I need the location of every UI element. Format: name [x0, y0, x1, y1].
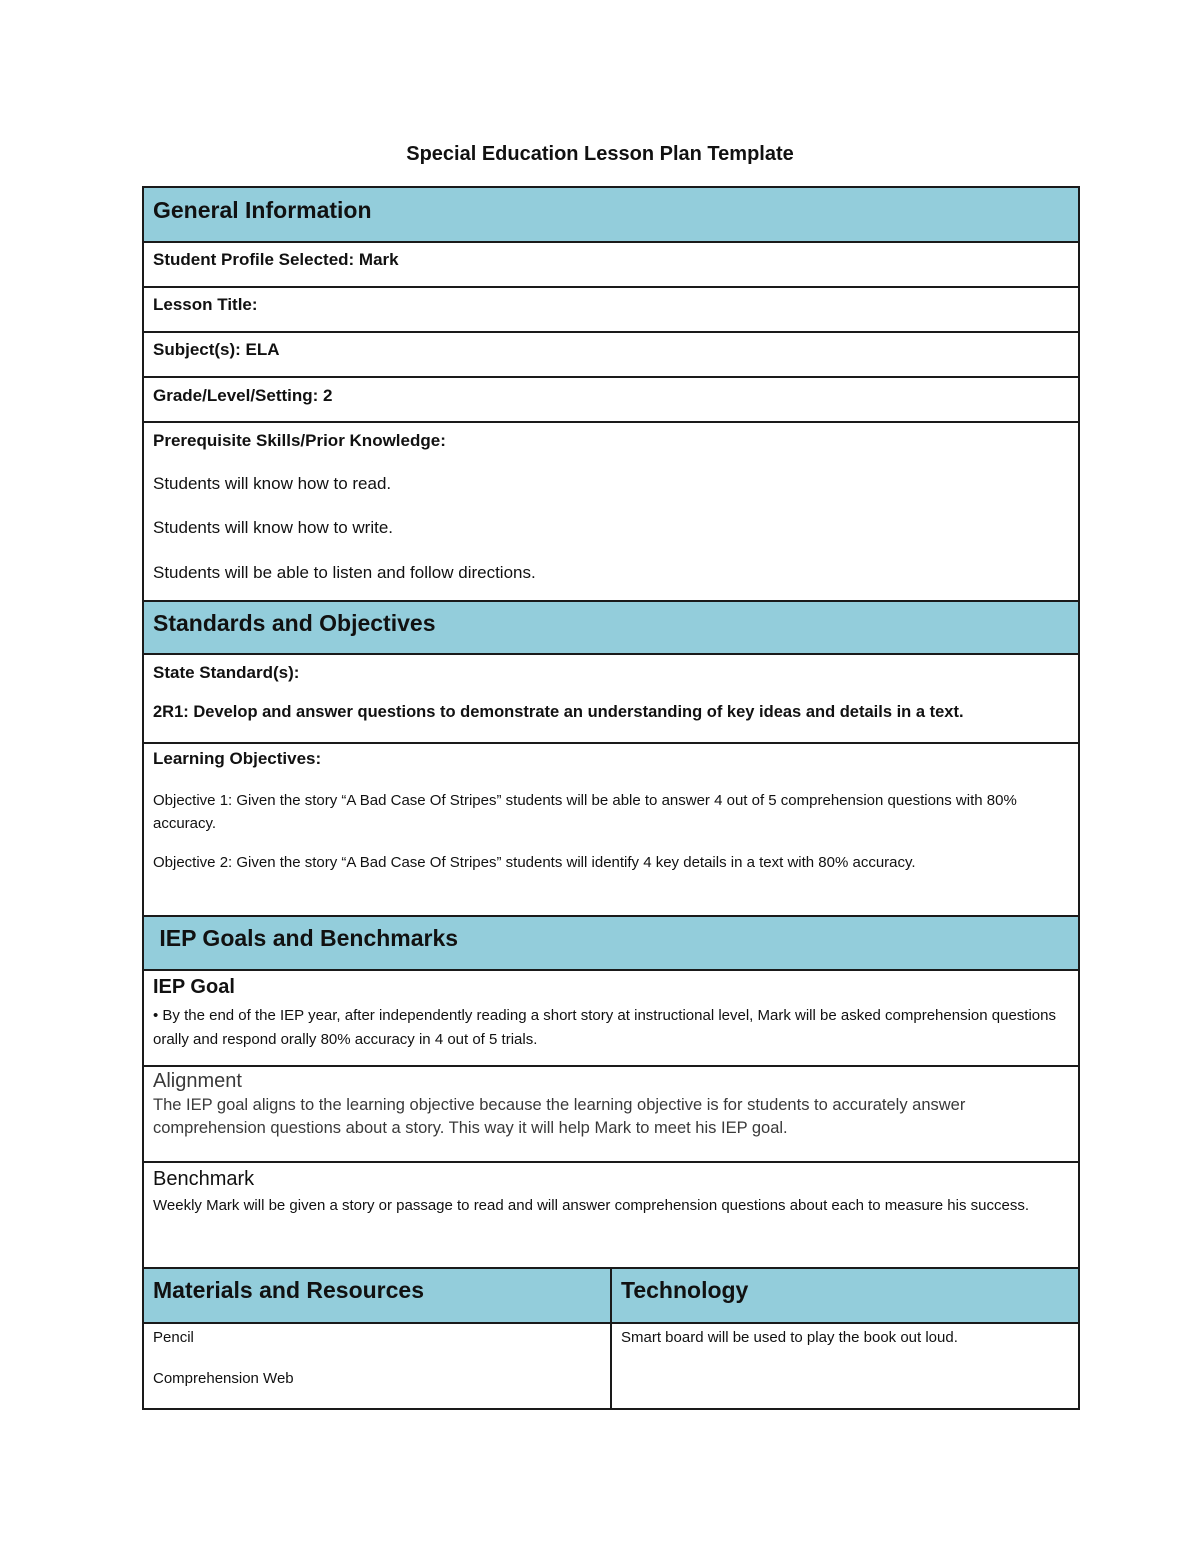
benchmark-text: Weekly Mark will be given a story or passage to read and will answer comprehension questions about each to measure his success. — [153, 1197, 1029, 1214]
student-profile-row — [142, 241, 1080, 288]
standards-objectives-header — [142, 600, 1080, 655]
student-profile-text: Student Profile Selected: Mark — [153, 250, 399, 269]
section-title: Standards and Objectives — [153, 610, 436, 636]
benchmark-row — [142, 1161, 1080, 1269]
material-item: Comprehension Web — [153, 1370, 294, 1387]
benchmark-label: Benchmark — [153, 1168, 255, 1190]
grade-level-text: Grade/Level/Setting: 2 — [153, 386, 333, 405]
iep-header — [142, 915, 1080, 971]
alignment-label: Alignment — [153, 1070, 242, 1092]
iep-goal-label: IEP Goal — [153, 976, 235, 998]
document-title: Special Education Lesson Plan Template — [406, 143, 794, 165]
alignment-row — [142, 1065, 1080, 1163]
objective-item: Objective 2: Given the story “A Bad Case Of Stripes” students will identify 4 key details in a text with 80% accuracy. — [153, 854, 916, 871]
grade-level-row — [142, 376, 1080, 423]
material-item: Pencil — [153, 1329, 194, 1346]
lesson-title-text: Lesson Title: — [153, 295, 258, 314]
objective-item: Objective 1: Given the story “A Bad Case Of Stripes” students will be able to answer 4 out of 5 comprehension questions with 80% accuracy. — [153, 792, 1017, 832]
section-title: Technology — [621, 1277, 749, 1303]
iep-goal-row — [142, 969, 1080, 1067]
materials-header-cell — [144, 1269, 612, 1322]
state-standard-text: 2R1: Develop and answer questions to demonstrate an understanding of key ideas and details in a text. — [153, 703, 964, 721]
learning-objectives-label: Learning Objectives: — [153, 749, 322, 768]
section-title: General Information — [153, 197, 372, 223]
state-standard-row — [142, 653, 1080, 744]
learning-objectives-row — [142, 742, 1080, 917]
prerequisite-item: Students will be able to listen and follow directions. — [153, 563, 536, 582]
prerequisites-label: Prerequisite Skills/Prior Knowledge: — [153, 431, 446, 450]
technology-text: Smart board will be used to play the book out loud. — [621, 1329, 958, 1346]
technology-cell — [612, 1324, 1078, 1408]
subjects-text: Subject(s): ELA — [153, 340, 280, 359]
technology-header-cell — [612, 1269, 1078, 1322]
prerequisite-item: Students will know how to read. — [153, 474, 392, 493]
section-title: IEP Goals and Benchmarks — [153, 925, 459, 951]
materials-technology-header — [142, 1267, 1080, 1324]
subjects-row — [142, 331, 1080, 378]
alignment-text: The IEP goal aligns to the learning objective because the learning objective is for students to accurately answer comprehension questions about a story. This way it will help Mark to meet his IEP goal. — [153, 1096, 966, 1137]
lesson-title-row — [142, 286, 1080, 333]
prerequisites-row — [142, 421, 1080, 602]
materials-technology-row — [142, 1322, 1080, 1410]
general-information-header — [142, 186, 1080, 243]
materials-cell — [144, 1324, 612, 1408]
state-standard-label: State Standard(s): — [153, 663, 300, 682]
iep-goal-text: • By the end of the IEP year, after independently reading a short story at instructional level, Mark will be asked comprehension questions orally and respond orally 80% accuracy in 4 out of 5 trials. — [153, 1007, 1056, 1048]
section-title: Materials and Resources — [153, 1277, 425, 1303]
prerequisite-item: Students will know how to write. — [153, 518, 393, 537]
